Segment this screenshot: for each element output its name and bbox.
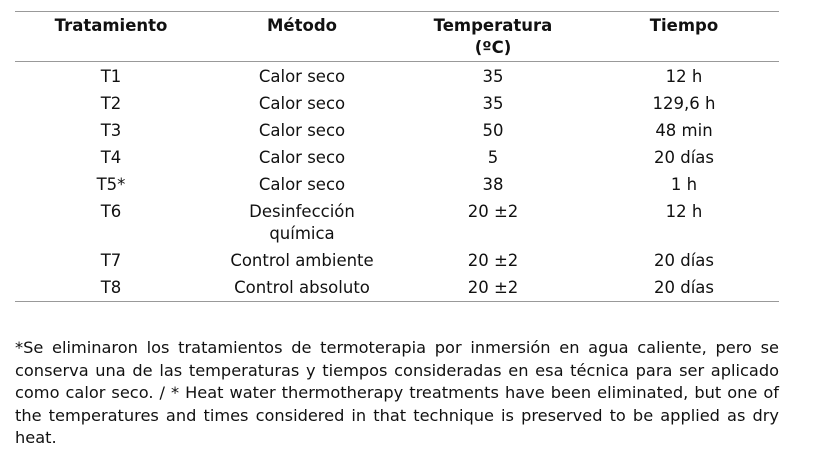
table-row: [15, 172, 779, 199]
table-footnote: *Se eliminaron los tratamientos de termoterapia por inmersión en agua caliente, pero se conserva una de las temperaturas y tiempos consideradas en esa técnica para ser aplicado como calor seco. / * Heat water thermotherapy treatments have been eliminated, but one of the temperatures and times considered in that technique is preserved to be applied as dry heat.: [15, 338, 779, 448]
cell-tiempo: 12 h: [665, 202, 703, 221]
cell-metodo: Calor seco: [258, 175, 346, 194]
header-temperatura-line1: Temperatura: [433, 16, 553, 35]
table-body: [15, 62, 779, 302]
header-row: [15, 12, 779, 62]
table-header: [15, 12, 779, 62]
cell-tratamiento: T8: [15, 275, 207, 302]
cell-metodo-line2: química: [269, 224, 335, 243]
header-temperatura: [397, 12, 589, 62]
cell-tratamiento: T6: [100, 202, 122, 221]
cell-tratamiento: T5*: [96, 175, 126, 194]
table-row: [15, 62, 779, 92]
treatments-table-container: [15, 11, 779, 302]
treatments-table: [15, 11, 779, 302]
cell-tiempo: 12 h: [665, 67, 703, 86]
cell-tratamiento: T1: [100, 67, 122, 86]
cell-metodo: Calor seco: [258, 121, 346, 140]
cell-metodo: Calor seco: [258, 148, 346, 167]
cell-tiempo: 20 días: [653, 148, 714, 167]
table-row: [15, 248, 779, 275]
cell-tratamiento: T7: [100, 251, 122, 270]
header-metodo: Método: [207, 12, 397, 62]
cell-tiempo: 20 días: [653, 251, 714, 270]
cell-tiempo: 129,6 h: [652, 94, 716, 113]
cell-temperatura: 50: [482, 121, 504, 140]
table-row: [15, 91, 779, 118]
cell-tratamiento: T4: [100, 148, 122, 167]
header-tratamiento: Tratamiento: [15, 12, 207, 62]
cell-tiempo: 48 min: [655, 121, 713, 140]
cell-temperatura: 20 ±2: [397, 275, 589, 302]
cell-temperatura: 5: [487, 148, 499, 167]
table-row: [15, 118, 779, 145]
table-row: [15, 275, 779, 302]
cell-temperatura: 20 ±2: [467, 202, 519, 221]
cell-temperatura: 35: [482, 94, 504, 113]
cell-tratamiento: T3: [100, 121, 122, 140]
header-tiempo: Tiempo: [589, 12, 779, 62]
cell-tiempo: 20 días: [589, 275, 779, 302]
table-row: [15, 199, 779, 248]
cell-tratamiento: T2: [100, 94, 122, 113]
cell-metodo: Control absoluto: [207, 275, 397, 302]
table-row: [15, 145, 779, 172]
cell-temperatura: 20 ±2: [467, 251, 519, 270]
cell-metodo: [207, 199, 397, 248]
cell-metodo-line1: Desinfección: [249, 202, 355, 221]
cell-metodo: Calor seco: [258, 94, 346, 113]
cell-temperatura: 35: [482, 67, 504, 86]
cell-tiempo: 1 h: [670, 175, 698, 194]
cell-metodo: Control ambiente: [230, 251, 374, 270]
cell-temperatura: 38: [482, 175, 504, 194]
header-temperatura-line2: (ºC): [474, 38, 512, 57]
cell-metodo: Calor seco: [258, 67, 346, 86]
